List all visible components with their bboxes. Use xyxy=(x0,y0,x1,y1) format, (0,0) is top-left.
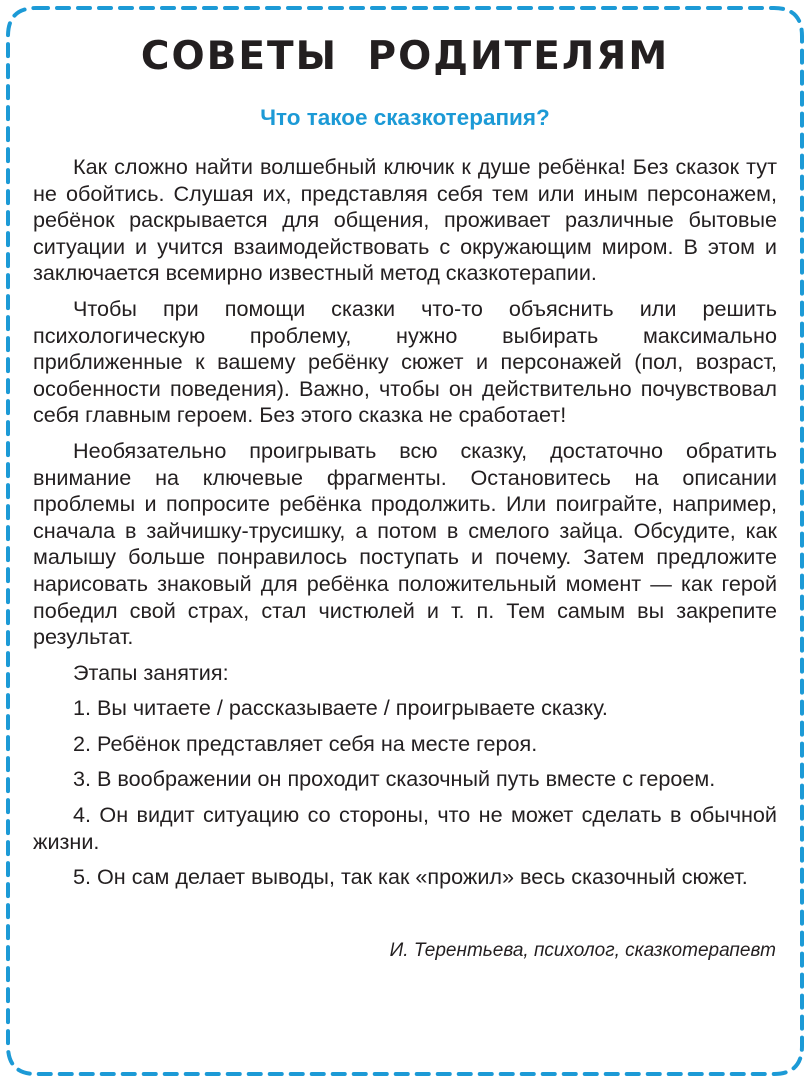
article-subtitle: Что такое сказкотерапия? xyxy=(260,105,550,130)
paragraph: Как сложно найти волшебный ключик к душе ребёнка! Без сказок тут не обойтись. Слушая их, представляя себя тем или иным персонажем, ребёнок раскрывается для общения, проживает различные бытовые ситуации и учится взаимодействовать с окружающим миром. В этом и заключается всемирно известный метод сказкотерапии. xyxy=(33,154,777,286)
paragraph: Необязательно проигрывать всю сказку, достаточно обратить внимание на ключевые фрагменты. Остановитесь на описании проблемы и попросите ребёнка продолжить. Или поиграйте, например, сначала в зайчишку-трусишку, а потом в смелого зайца. Обсудите, как малышу больше понравилось поступать и почему. Затем предложите нарисовать знаковый для ребёнка положительный момент — как герой победил свой страх, стал чистюлей и т. п. Тем самым вы закрепите результат. xyxy=(33,437,777,650)
stage-item: 3. В воображении он проходит сказочный путь вместе с героем. xyxy=(73,766,716,792)
stage-item: 5. Он сам делает выводы, так как «прожил» весь сказочный сюжет. xyxy=(73,864,748,890)
stage-item: 4. Он видит ситуацию со стороны, что не может сделать в обычной жизни. xyxy=(33,802,777,854)
article-body xyxy=(33,154,777,900)
stage-item: 2. Ребёнок представляет себя на месте героя. xyxy=(73,730,538,756)
page-title: СОВЕТЫ РОДИТЕЛЯМ xyxy=(140,34,670,79)
author-signature: И. Терентьева, психолог, сказкотерапевт xyxy=(389,940,776,961)
stages-heading: Этапы занятия: xyxy=(73,659,229,685)
stage-item: 1. Вы читаете / рассказываете / проигрываете сказку. xyxy=(73,695,608,721)
paragraph: Чтобы при помощи сказки что-то объяснить или решить психологическую проблему, нужно выбирать максимально приближенные к вашему ребёнку сюжет и персонажей (пол, возраст, особенности поведения). Важно, чтобы он действительно почувствовал себя главным героем. Без этого сказка не сработает! xyxy=(33,295,777,428)
